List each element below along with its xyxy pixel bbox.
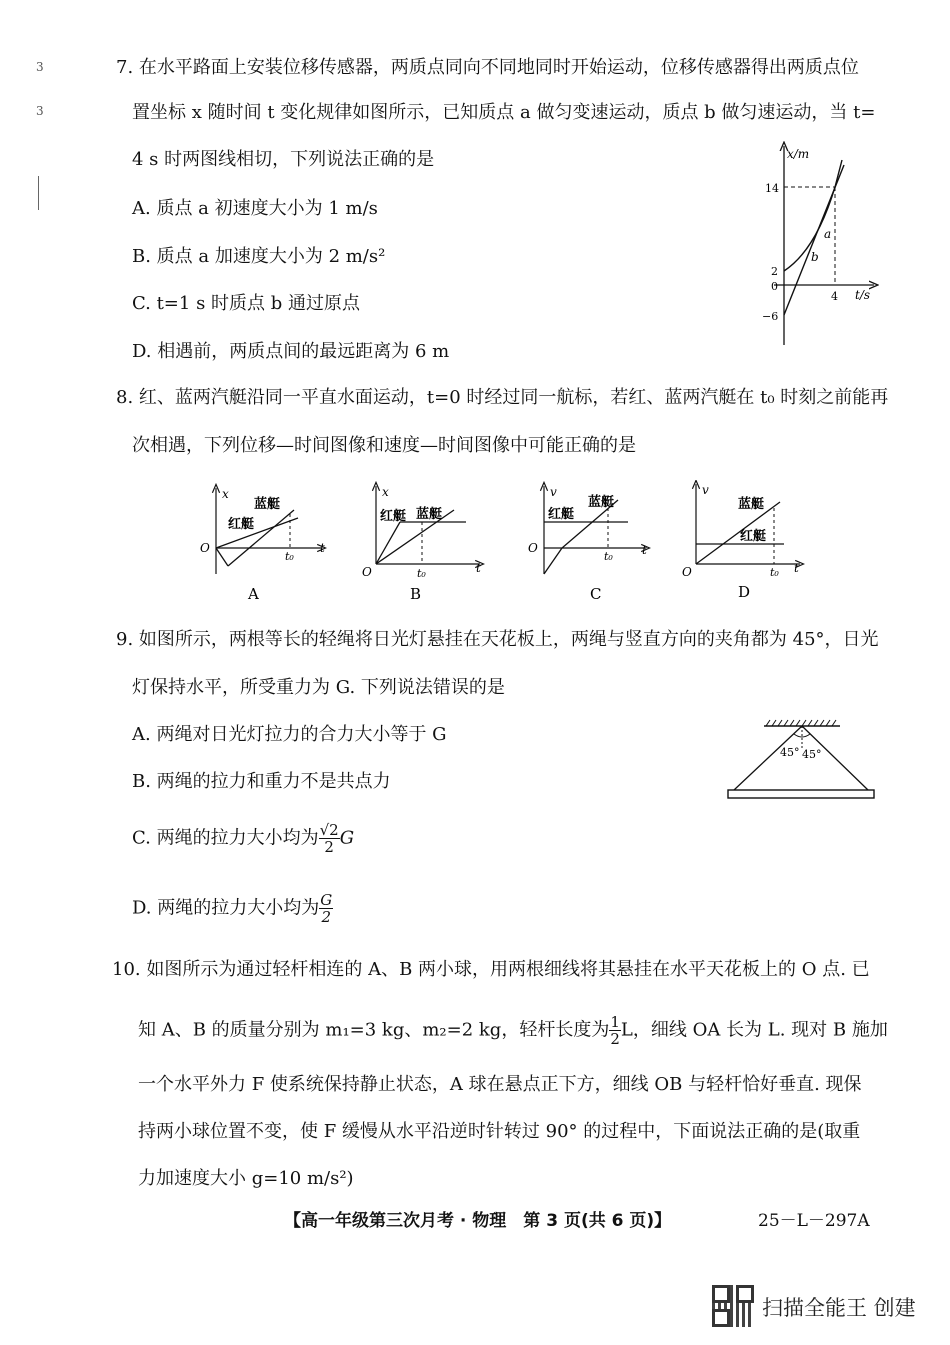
q8-line2: 次相遇，下列位移—时间图像和速度—时间图像中可能正确的是 <box>132 435 636 456</box>
tick-0: 0 <box>771 280 778 293</box>
fraction-num: √2 <box>319 821 339 839</box>
q9-option-c-text: C. 两绳的拉力大小均为 <box>132 827 319 849</box>
t-label: t <box>642 543 647 557</box>
blue-label: 蓝艇 <box>416 507 443 522</box>
q10-line1: 10. 如图所示为通过轻杆相连的 A、B 两小球，用两根细线将其悬挂在水平天花板上的 O 点. 已 <box>112 959 870 980</box>
label-b: b <box>811 250 819 264</box>
fraction-num: G <box>320 891 333 909</box>
fraction <box>319 892 333 925</box>
option-letter: D <box>738 583 751 601</box>
option-letter: C <box>590 585 602 603</box>
q9-option-c <box>132 822 354 855</box>
x-axis-label: t/s <box>855 288 871 302</box>
fraction-den: 2 <box>324 838 334 856</box>
blue-label: 蓝艇 <box>588 495 615 510</box>
tick-4: 4 <box>831 290 838 303</box>
tick-neg6: −6 <box>762 310 779 323</box>
q8-graph-b <box>356 480 496 610</box>
t0-label: t₀ <box>285 550 294 563</box>
origin-label: O <box>528 541 538 555</box>
option-letter: A <box>248 585 259 603</box>
q7-line3: 4 s 时两图线相切，下列说法正确的是 <box>132 149 435 170</box>
footer-code: 25－L－297A <box>758 1211 870 1231</box>
axis-label: v <box>702 483 709 497</box>
blue-line <box>216 548 228 566</box>
q9-line2: 灯保持水平，所受重力为 G. 下列说法错误的是 <box>132 677 505 698</box>
blue-label: 蓝艇 <box>254 497 281 512</box>
q7-option-a: A. 质点 a 初速度大小为 1 m/s <box>132 198 378 219</box>
q7-line2: 置坐标 x 随时间 t 变化规律如图所示，已知质点 a 做匀变速运动，质点 b 做匀速运动，当 t= <box>132 102 876 123</box>
tick-2: 2 <box>771 265 778 278</box>
axis-label: x <box>222 487 229 501</box>
t-label: t <box>320 541 325 555</box>
fraction-den: 2 <box>321 908 331 926</box>
q10-line2-text: 知 A、B 的质量分别为 m₁=3 kg、m₂=2 kg，轻杆长度为 <box>138 1019 610 1041</box>
fraction <box>319 822 340 855</box>
q10-line5: 力加速度大小 g=10 m/s²) <box>138 1168 354 1189</box>
fraction-den: 2 <box>610 1030 620 1048</box>
fraction <box>609 1014 621 1047</box>
q7-line1: 7. 在水平路面上安装位移传感器，两质点同向不同地同时开始运动，位移传感器得出两质点位 <box>116 57 859 78</box>
q8-graph-a <box>196 480 336 610</box>
q8-line1: 8. 红、蓝两汽艇沿同一平直水面运动，t=0 时经过同一航标，若红、蓝两汽艇在 t₀ 时刻之前能再 <box>116 387 889 408</box>
q10-line3: 一个水平外力 F 使系统保持静止状态，A 球在悬点正下方，细线 OB 与轻杆恰好垂直. 现保 <box>138 1074 862 1095</box>
q8-graph-d <box>680 480 820 610</box>
q7-option-b: B. 质点 a 加速度大小为 2 m/s² <box>132 246 386 267</box>
q9-option-a: A. 两绳对日光灯拉力的合力大小等于 G <box>132 724 447 745</box>
red-line <box>376 522 400 564</box>
q7-option-d: D. 相遇前，两质点间的最远距离为 6 m <box>132 341 450 362</box>
margin-mark: 3 <box>36 104 44 118</box>
t0-label: t₀ <box>604 550 613 563</box>
y-axis-label: x/m <box>787 147 810 161</box>
t0-label: t₀ <box>770 566 779 579</box>
t-label: t <box>476 561 481 575</box>
scanner-watermark: 扫描全能王 创建 <box>762 1296 916 1320</box>
axis-label: v <box>550 485 557 499</box>
origin-label: O <box>200 541 210 555</box>
footer-title: 【高一年级第三次月考 · 物理 第 3 页(共 6 页)】 <box>284 1211 672 1231</box>
margin-line <box>38 176 39 210</box>
red-label: 红艇 <box>380 509 407 524</box>
fraction-num: 1 <box>610 1013 620 1031</box>
q10-line4: 持两小球位置不变，使 F 缓慢从水平沿逆时针转过 90° 的过程中，下面说法正确的是(取重 <box>138 1121 861 1142</box>
q9-option-d-text: D. 两绳的拉力大小均为 <box>132 897 320 919</box>
t-label: t <box>794 561 799 575</box>
t0-label: t₀ <box>417 567 426 580</box>
tick-14: 14 <box>765 182 779 195</box>
q9-option-d <box>132 892 333 925</box>
q7-option-c: C. t=1 s 时质点 b 通过原点 <box>132 293 360 314</box>
option-letter: B <box>410 585 422 603</box>
lamp-tube <box>728 790 874 798</box>
origin-label: O <box>682 565 692 579</box>
label-a: a <box>824 227 832 241</box>
red-label: 红艇 <box>548 507 575 522</box>
margin-mark: 3 <box>36 60 44 74</box>
q10-line2-text-end: L，细线 OA 长为 L. 现对 B 施加 <box>620 1019 888 1041</box>
q9-lamp-diagram <box>722 716 882 806</box>
symbol-g: G <box>339 827 355 849</box>
axis-label: x <box>382 485 389 499</box>
q9-option-b: B. 两绳的拉力和重力不是共点力 <box>132 771 391 792</box>
blue-line <box>544 548 562 574</box>
angle-right: 45° <box>802 748 822 761</box>
ceiling-hatch <box>766 720 836 726</box>
q7-xt-graph <box>754 140 884 350</box>
red-label: 红艇 <box>740 529 767 544</box>
q10-line2 <box>138 1014 888 1047</box>
blue-label: 蓝艇 <box>738 497 765 512</box>
origin-label: O <box>362 565 372 579</box>
q9-line1: 9. 如图所示，两根等长的轻绳将日光灯悬挂在天花板上，两绳与竖直方向的夹角都为 45°，日光 <box>116 629 879 650</box>
qr-code-icon <box>712 1285 754 1327</box>
angle-left: 45° <box>780 746 800 759</box>
q8-graph-c <box>524 480 664 610</box>
red-label: 红艇 <box>228 517 255 532</box>
